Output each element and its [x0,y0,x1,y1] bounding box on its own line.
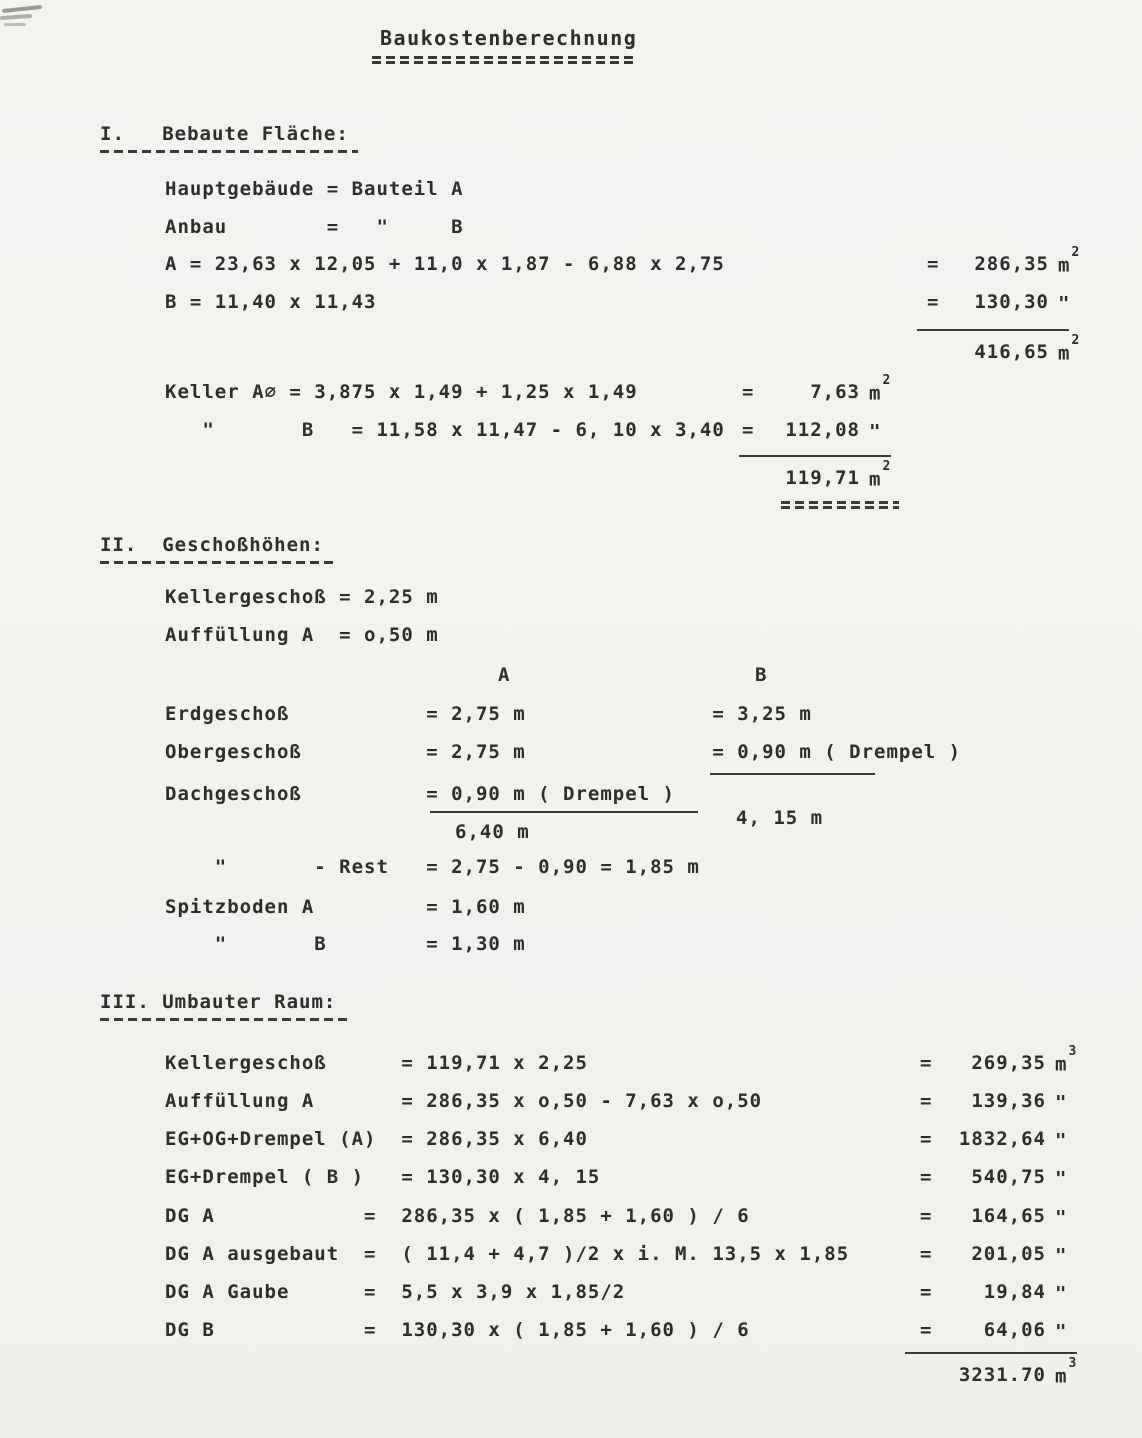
volume-row-result [920,1090,1068,1113]
unit-base: m [869,382,882,405]
unit-base: m [869,468,882,491]
total-unit [1058,333,1080,365]
storey-row-spitzboden-a: Spitzboden A = 1,60 m [165,896,526,918]
equals-sign: = [920,1319,933,1341]
section-i-underline [100,150,358,153]
result-value: 286,35 [974,253,1049,275]
volume-row-result [920,1319,1068,1342]
section-ii-underline [100,561,335,564]
result-value: 201,05 [971,1243,1046,1265]
keller-formula-b: " B = 11,58 x 11,47 - 6, 10 x 3,40 [165,419,725,441]
result-unit [1058,245,1080,277]
result-unit [869,419,882,442]
scan-artifact [4,23,26,26]
area-sum-rule [917,329,1069,331]
unit-superscript: 3 [1068,1044,1077,1059]
result-value: 19,84 [983,1281,1046,1303]
unit-base: m [1058,254,1071,277]
total-unit [1055,1356,1077,1388]
volume-row-result [920,1243,1068,1266]
keller-total-underline [781,501,899,509]
result-value: 112,08 [785,419,860,441]
volume-row-formula: Auffüllung A = 286,35 x o,50 - 7,63 x o,50 [165,1090,763,1112]
section-ii-heading: II. Geschoßhöhen: [100,534,324,556]
volume-sum-rule [905,1352,1077,1354]
result-unit [1055,1166,1068,1189]
volume-row-formula: DG B = 130,30 x ( 1,85 + 1,60 ) / 6 [165,1319,750,1341]
volume-row-formula: DG A Gaube = 5,5 x 3,9 x 1,85/2 [165,1281,626,1303]
volume-row-formula: DG A = 286,35 x ( 1,85 + 1,60 ) / 6 [165,1205,750,1227]
result-value: 7,63 [810,381,860,403]
result-value: 139,36 [971,1090,1046,1112]
equals-sign: = [742,381,755,403]
storey-row-rest: " - Rest = 2,75 - 0,90 = 1,85 m [165,856,700,878]
result-unit [1055,1128,1068,1151]
result-unit [1055,1281,1068,1304]
total-value: 119,71 [785,467,860,489]
area-formula-a: A = 23,63 x 12,05 + 11,0 x 1,87 - 6,88 x 2,75 [165,253,725,275]
result-value: 164,65 [971,1205,1046,1227]
result-unit [1055,1090,1068,1113]
result-value: 64,06 [983,1319,1046,1341]
keller-formula-a: Keller A∅ = 3,875 x 1,49 + 1,25 x 1,49 [165,381,638,403]
equals-sign: = [920,1281,933,1303]
building-part-b-definition: Anbau = " B [165,216,464,238]
equals-sign: = [920,1052,933,1074]
area-total [927,333,1080,365]
result-value: 130,30 [974,291,1049,313]
title-underline [372,56,634,64]
column-header-a: A [498,664,511,686]
unit-base: " [1055,1129,1068,1152]
unit-superscript: 2 [882,459,891,474]
volume-row-formula: EG+Drempel ( B ) = 130,30 x 4, 15 [165,1166,601,1188]
equals-sign: = [920,1205,933,1227]
unit-base: " [1055,1167,1068,1190]
equals-sign: = [920,1090,933,1112]
unit-base: " [1055,1282,1068,1305]
result-unit [1055,1319,1068,1342]
result-value: 269,35 [971,1052,1046,1074]
building-part-a-definition: Hauptgebäude = Bauteil A [165,178,464,200]
keller-result-a [742,373,891,405]
doc-title: Baukostenberechnung [380,26,638,50]
unit-base: " [1055,1244,1068,1267]
equals-sign: = [920,1128,933,1150]
unit-superscript: 3 [1068,1356,1077,1371]
unit-base: " [1055,1206,1068,1229]
volume-row-result [920,1281,1068,1304]
column-b-sum: 4, 15 m [736,807,824,829]
column-b-sum-rule [710,773,875,775]
storey-kellergeschoss-line: Kellergeschoß = 2,25 m [165,586,439,608]
area-result-a [927,245,1080,277]
keller-total [742,459,891,491]
result-unit [1055,1044,1077,1076]
keller-result-b [742,419,882,442]
section-iii-underline [100,1018,348,1021]
column-a-sum-rule [430,811,698,813]
unit-superscript: 2 [882,373,891,388]
unit-base: " [1055,1320,1068,1343]
equals-sign: = [742,419,755,441]
unit-base: m [1055,1365,1068,1388]
result-unit [1055,1243,1068,1266]
column-header-b: B [755,664,768,686]
unit-superscript: 2 [1071,245,1080,260]
unit-base: " [1055,1091,1068,1114]
volume-row-result [920,1205,1068,1228]
volume-row-result [920,1128,1068,1151]
volume-row-result [920,1044,1077,1076]
volume-total [920,1356,1077,1388]
storey-row-dachgeschoss: Dachgeschoß = 0,90 m ( Drempel ) [165,783,675,805]
storey-row-obergeschoss: Obergeschoß = 2,75 m = 0,90 m ( Drempel ) [165,741,962,763]
equals-sign: = [920,1243,933,1265]
storey-row-spitzboden-b: " B = 1,30 m [165,933,526,955]
volume-row-result [920,1166,1068,1189]
unit-base: " [1058,292,1071,315]
total-value: 3231.70 [958,1364,1046,1386]
section-i-heading: I. Bebaute Fläche: [100,123,349,145]
unit-base: m [1055,1053,1068,1076]
storey-row-erdgeschoss: Erdgeschoß = 2,75 m = 3,25 m [165,703,812,725]
volume-row-formula: Kellergeschoß = 119,71 x 2,25 [165,1052,588,1074]
unit-superscript: 2 [1071,333,1080,348]
result-unit [869,373,891,405]
result-unit [1058,291,1071,314]
section-iii-heading: III. Umbauter Raum: [100,991,337,1013]
scan-artifact [2,5,42,13]
volume-row-formula: DG A ausgebaut = ( 11,4 + 4,7 )/2 x i. M. 13,5 x 1,85 [165,1243,850,1265]
total-unit [869,459,891,491]
total-value: 416,65 [974,341,1049,363]
keller-sum-rule [739,455,891,457]
area-formula-b: B = 11,40 x 11,43 [165,291,377,313]
equals-sign: = [927,291,940,313]
result-value: 540,75 [971,1166,1046,1188]
equals-sign: = [920,1166,933,1188]
scan-artifact [0,14,32,20]
result-unit [1055,1205,1068,1228]
unit-base: m [1058,342,1071,365]
volume-row-formula: EG+OG+Drempel (A) = 286,35 x 6,40 [165,1128,588,1150]
result-value: 1832,64 [958,1128,1046,1150]
column-a-sum: 6,40 m [455,821,530,843]
storey-auffuellung-line: Auffüllung A = o,50 m [165,624,439,646]
unit-base: " [869,420,882,443]
area-result-b [927,291,1071,314]
equals-sign: = [927,253,940,275]
